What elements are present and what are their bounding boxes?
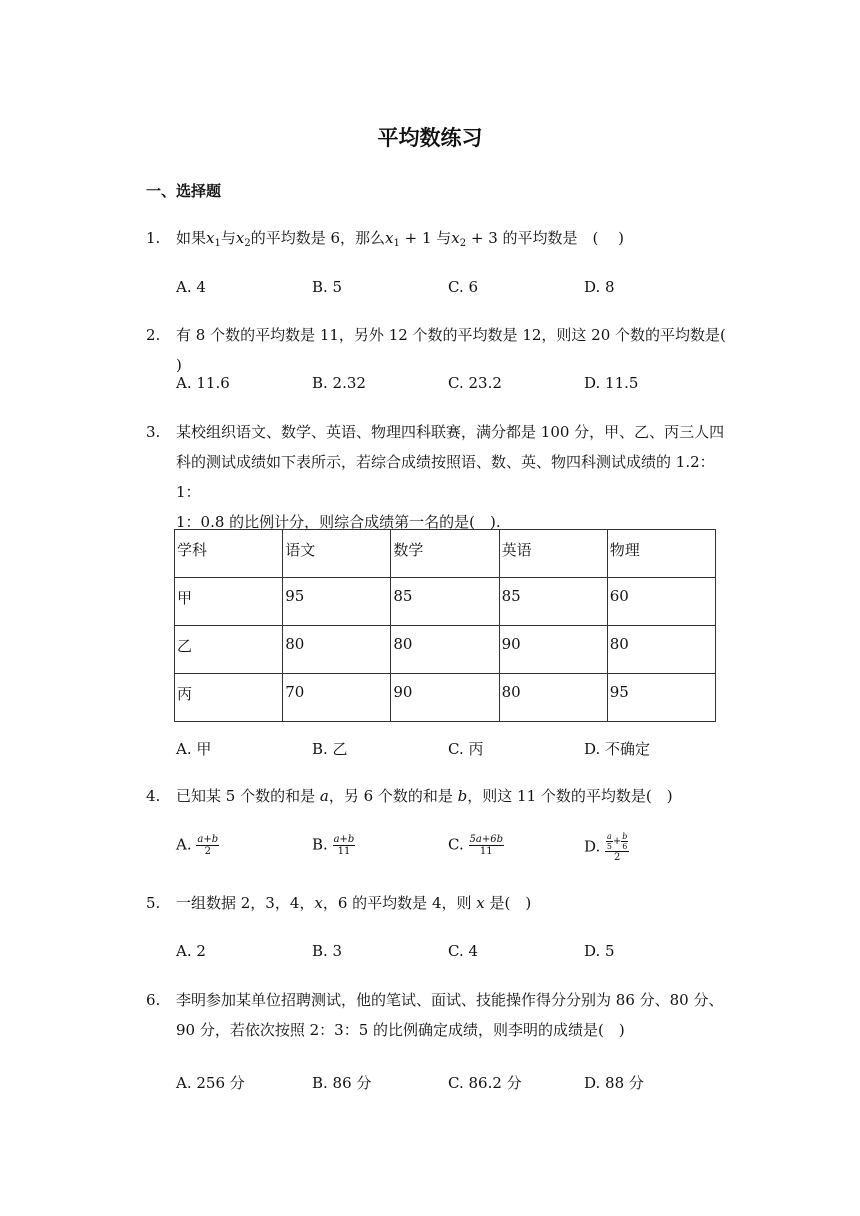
question-2-option-a: A. 11.6: [176, 374, 230, 392]
scores-table: [174, 529, 716, 722]
table-header-cell: 学科: [175, 530, 283, 578]
question-6-line-1: 李明参加某单位招聘测试，他的笔试、面试、技能操作得分分别为 86 分、80 分、: [176, 991, 724, 1009]
table-cell: 70: [283, 674, 391, 722]
question-5-option-c: C. 4: [448, 942, 479, 960]
section-heading: 一、选择题: [146, 182, 222, 200]
question-1-option-c: C. 6: [448, 278, 479, 296]
question-4-option-c: C. $\frac{5a+6b}{11}$: [448, 834, 503, 857]
fraction: $\frac{a+b}{11}$: [333, 834, 355, 857]
question-5-option-b: B. 3: [312, 942, 343, 960]
table-cell: 丙: [175, 674, 283, 722]
question-1-option-b: B. 5: [312, 278, 343, 296]
question-2-option-c: C. 23.2: [448, 374, 502, 392]
question-3-option-a: A. 甲: [176, 740, 212, 758]
table-row: [175, 626, 716, 674]
table-cell: 80: [283, 626, 391, 674]
table-header-cell: 英语: [499, 530, 607, 578]
table-cell: 80: [607, 626, 715, 674]
question-2-option-b: B. 2.32: [312, 374, 366, 392]
question-1-number: 1.: [146, 229, 161, 247]
compound-fraction: $\frac{a}{5}$ + $\frac{b}{6}$ 2: [606, 832, 628, 863]
table-cell: 甲: [175, 578, 283, 626]
question-6-line-2: 90 分，若依次按照 2：3：5 的比例确定成绩，则李明的成绩是( ): [176, 1021, 625, 1039]
table-row: [175, 674, 716, 722]
table-cell: 95: [283, 578, 391, 626]
table-cell: 60: [607, 578, 715, 626]
question-5-number: 5.: [146, 894, 161, 912]
question-2-text: 有 8 个数的平均数是 11，另外 12 个数的平均数是 12，则这 20 个数的平均数是( ): [176, 326, 746, 374]
table-header-cell: 数学: [391, 530, 499, 578]
question-5-option-d: D. 5: [584, 942, 615, 960]
question-1-option-a: A. 4: [176, 278, 206, 296]
table-header-row: [175, 530, 716, 578]
question-3-text: [176, 417, 736, 537]
table-cell: 80: [391, 626, 499, 674]
page-title: 平均数练习: [377, 125, 483, 150]
table-header-cell: 语文: [283, 530, 391, 578]
question-6-option-c: C. 86.2 分: [448, 1074, 522, 1092]
question-4-option-b: B. $\frac{a+b}{11}$: [312, 834, 355, 857]
question-5-text: 一组数据 2，3，4，x，6 的平均数是 4，则 x 是( ): [176, 894, 532, 912]
table-cell: 90: [391, 674, 499, 722]
question-6-option-b: B. 86 分: [312, 1074, 372, 1092]
question-4-number: 4.: [146, 787, 161, 805]
question-6-option-d: D. 88 分: [584, 1074, 644, 1092]
table-cell: 80: [499, 674, 607, 722]
table-cell: 85: [391, 578, 499, 626]
question-3-option-b: B. 乙: [312, 740, 348, 758]
question-3-option-c: C. 丙: [448, 740, 484, 758]
question-3-line-2: 科的测试成绩如下表所示，若综合成绩按照语、数、英、物四科测试成绩的 1.2：1：: [176, 453, 715, 501]
question-2-option-d: D. 11.5: [584, 374, 639, 392]
question-3-line-1: 某校组织语文、数学、英语、物理四科联赛，满分都是 100 分，甲、乙、丙三人四: [176, 423, 725, 441]
question-6-option-a: A. 256 分: [176, 1074, 245, 1092]
question-4-option-d: D. $\frac{a}{5}$ + $\frac{b}{6}$ 2: [584, 832, 628, 863]
table-cell: 90: [499, 626, 607, 674]
fraction: $\frac{a}{5}$: [606, 832, 612, 851]
question-2-number: 2.: [146, 326, 161, 344]
fraction: $\frac{a+b}{2}$: [197, 834, 219, 857]
table-header-cell: 物理: [607, 530, 715, 578]
fraction: $\frac{b}{6}$: [622, 832, 628, 851]
question-4-option-a: A. $\frac{a+b}{2}$: [176, 834, 219, 857]
question-6-number: 6.: [146, 991, 161, 1009]
table-cell: 85: [499, 578, 607, 626]
table-cell: 95: [607, 674, 715, 722]
question-3-line-3: 1：0.8 的比例计分，则综合成绩第一名的是( ).: [176, 513, 501, 531]
table-cell: 乙: [175, 626, 283, 674]
table-row: [175, 578, 716, 626]
question-3-number: 3.: [146, 423, 161, 441]
fraction: $\frac{5a+6b}{11}$: [469, 834, 503, 857]
question-6-text: [176, 985, 736, 1045]
question-4-text: 已知某 5 个数的和是 a，另 6 个数的和是 b，则这 11 个数的平均数是( ): [176, 787, 673, 805]
question-3-option-d: D. 不确定: [584, 740, 651, 758]
question-5-option-a: A. 2: [176, 942, 206, 960]
question-1-text: 如果$x_1$与$x_2$的平均数是 6，那么$x_1 + 1$ 与$x_2 + 3$ 的平均数是 ( ): [176, 229, 625, 249]
question-1-option-d: D. 8: [584, 278, 615, 296]
